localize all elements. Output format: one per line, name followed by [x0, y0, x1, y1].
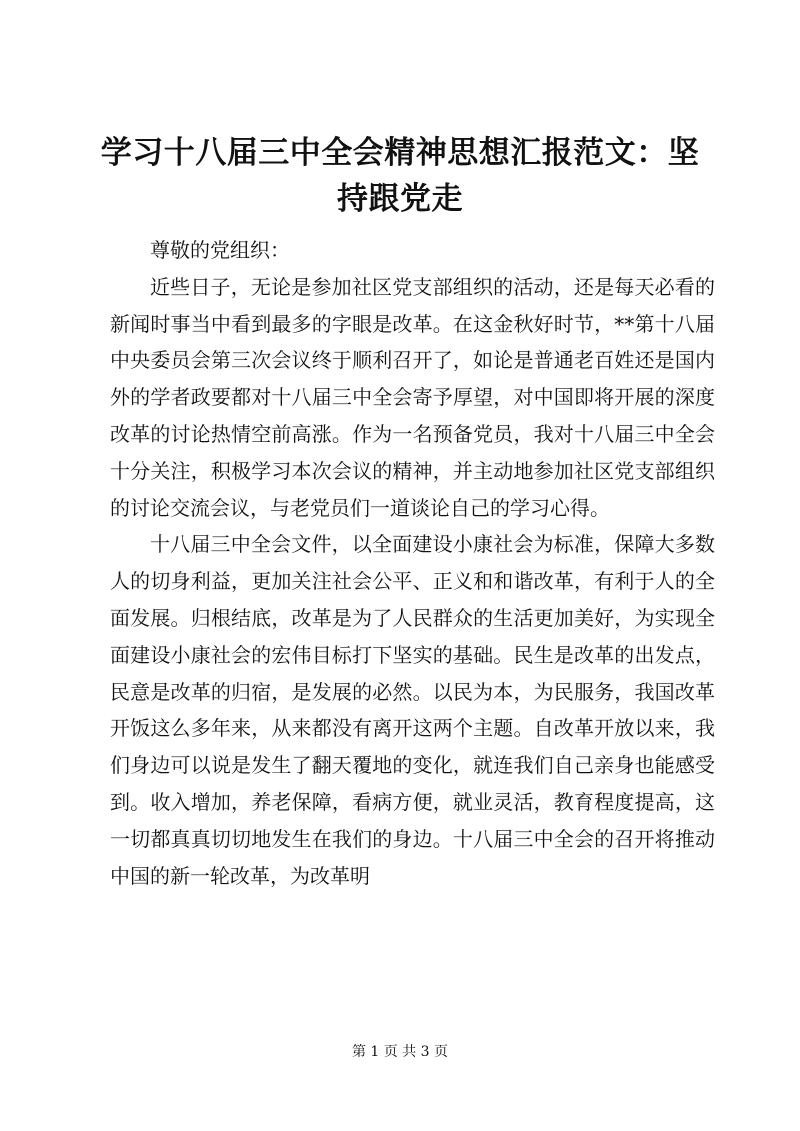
greeting-line: 尊敬的党组织：	[150, 238, 290, 262]
document-body	[110, 232, 715, 894]
document-title: 学习十八届三中全会精神思想汇报范文：坚持跟党走	[100, 135, 700, 217]
paragraph-2: 十八届三中全会文件，以全面建设小康社会为标准，保障大多数人的切身利益，更加关注社会公平、正义和和谐改革，有利于人的全面发展。归根结底，改革是为了人民群众的生活更加美好，为实现全面建设小康社会的宏伟目标打下坚实的基础。民生是改革的出发点，民意是改革的归宿，是发展的必然。以民为本，为民服务，我国改革开饭这么多年来，从来都没有离开这两个主题。自改革开放以来，我们身边可以说是发生了翻天覆地的变化，就连我们自己亲身也能感受到。收入增加，养老保障，看病方便，就业灵活，教育程度提高，这一切都真真切切地发生在我们的身边。十八届三中全会的召开将推动中国的新一轮改革，为改革明	[110, 532, 715, 888]
paragraph-1: 近些日子，无论是参加社区党支部组织的活动，还是每天必看的新闻时事当中看到最多的字眼是改革。在这金秋好时节，**第十八届中央委员会第三次会议终于顺利召开了，如论是普通老百姓还是国内外的学者政要都对十八届三中全会寄予厚望，对中国即将开展的深度改革的讨论热情空前高涨。作为一名预备党员，我对十八届三中全会十分关注，积极学习本次会议的精神，并主动地参加社区党支部组织的讨论交流会议，与老党员们一道谈论自己的学习心得。	[110, 274, 715, 520]
page-footer: 第 1 页 共 3 页	[351, 1044, 449, 1060]
